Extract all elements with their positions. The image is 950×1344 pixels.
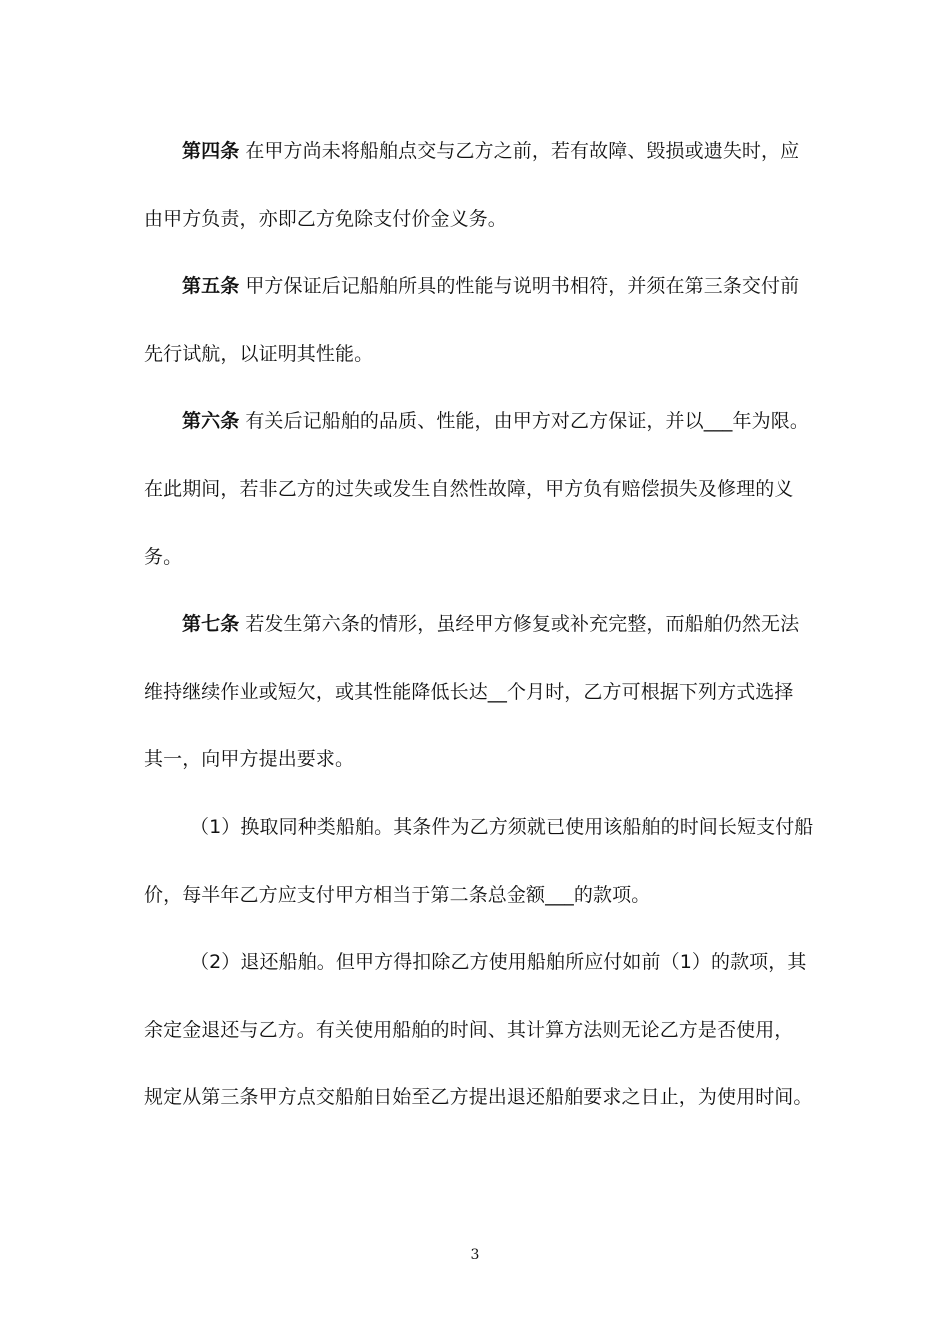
line-text: （2）退还船舶。但甲方得扣除乙方使用船舶所应付如前（1）的款项，其: [190, 951, 807, 974]
text-line-5: [144, 398, 814, 466]
text-line-14: [144, 1007, 814, 1075]
article-label: 第七条: [182, 613, 240, 636]
document-body: [144, 128, 814, 1142]
text-line-13: [144, 939, 814, 1007]
text-line-11: [144, 804, 814, 872]
text-line-8: [144, 601, 814, 669]
text-line-9: [144, 669, 814, 737]
text-line-1: [144, 128, 814, 196]
text-line-12: [144, 872, 814, 940]
line-text: 甲方保证后记船舶所具的性能与说明书相符，并须在第三条交付前: [245, 275, 800, 298]
article-label: 第六条: [182, 410, 240, 433]
text-line-4: [144, 331, 814, 399]
article-label: 第四条: [182, 140, 240, 162]
line-text: 规定从第三条甲方点交船舶日始至乙方提出退还船舶要求之日止，为使用时间。: [144, 1086, 813, 1109]
line-text: 有关后记船舶的品质、性能，由甲方对乙方保证，并以___年为限。: [245, 410, 809, 433]
text-line-3: [144, 263, 814, 331]
article-label: 第五条: [182, 275, 240, 298]
page-number: 3: [470, 1247, 480, 1263]
line-text: 其一，向甲方提出要求。: [144, 748, 355, 771]
line-text: （1）换取同种类船舶。其条件为乙方须就已使用该船舶的时间长短支付船: [190, 815, 814, 838]
line-text: 在甲方尚未将船舶点交与乙方之前，若有故障、毁损或遗失时，应: [245, 140, 800, 162]
line-text: 在此期间，若非乙方的过失或发生自然性故障，甲方负有赔偿损失及修理的义: [144, 477, 794, 500]
text-line-10: [144, 736, 814, 804]
text-line-15: [144, 1074, 814, 1142]
line-text: 务。: [144, 545, 183, 568]
text-line-6: [144, 466, 814, 534]
text-line-7: [144, 534, 814, 602]
line-text: 先行试航，以证明其性能。: [144, 342, 374, 365]
line-text: 余定金退还与乙方。有关使用船舶的时间、其计算方法则无论乙方是否使用，: [144, 1018, 794, 1041]
line-text: 由甲方负责，亦即乙方免除支付价金义务。: [144, 207, 507, 230]
line-text: 维持继续作业或短欠，或其性能降低长达__个月时，乙方可根据下列方式选择: [144, 680, 794, 703]
line-text: 若发生第六条的情形，虽经甲方修复或补充完整，而船舶仍然无法: [245, 613, 800, 636]
text-line-2: [144, 196, 814, 264]
line-text: 价，每半年乙方应支付甲方相当于第二条总金额___的款项。: [144, 883, 651, 906]
